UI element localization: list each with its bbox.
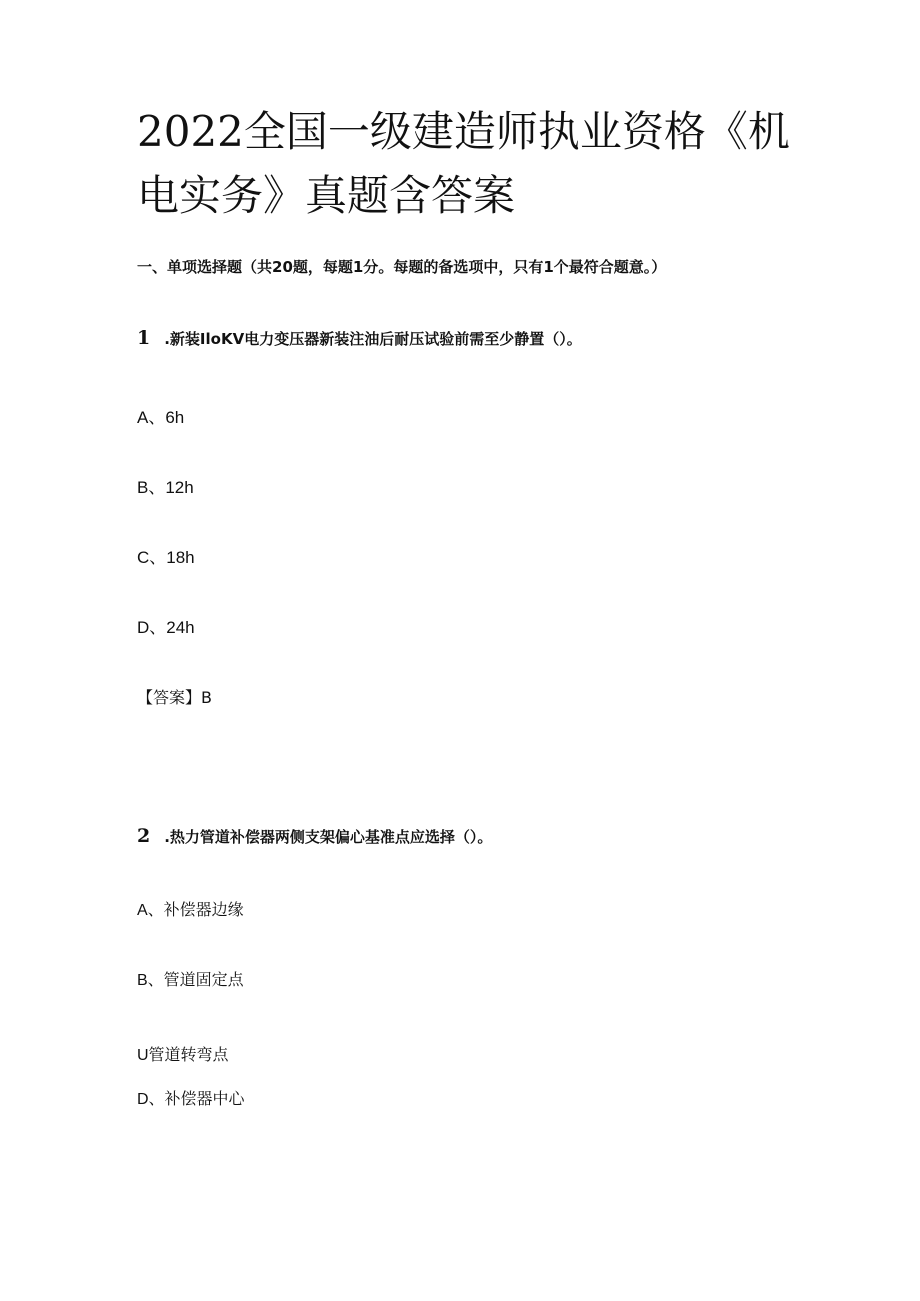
question-2-option-b: B、管道固定点 <box>137 972 244 989</box>
question-1-option-c: C、18h <box>137 548 195 567</box>
question-text: .新装IloKV电力变压器新装注油后耐压试验前需至少静置（）。 <box>164 330 582 348</box>
question-1 <box>137 327 582 349</box>
document-title <box>137 100 797 228</box>
question-2-option-d: D、补偿器中心 <box>137 1091 245 1108</box>
title-line-1: 2022全国一级建造师执业资格《机 <box>137 107 790 156</box>
section-heading: 一、单项选择题（共20题，每题1分。每题的备选项中，只有1个最符合题意。） <box>137 258 667 276</box>
title-line-2: 电实务》真题含答案 <box>137 171 516 220</box>
question-number: 2 <box>137 825 151 847</box>
question-1-answer: 【答案】B <box>137 688 212 707</box>
question-number: 1 <box>137 327 151 349</box>
question-1-option-a: A、6h <box>137 408 185 427</box>
question-2-option-c: U管道转弯点 <box>137 1047 229 1064</box>
question-text: .热力管道补偿器两侧支架偏心基准点应选择（）。 <box>164 828 493 846</box>
question-2 <box>137 825 492 847</box>
question-1-option-d: D、24h <box>137 618 195 637</box>
question-1-option-b: B、12h <box>137 478 194 497</box>
question-2-option-a: A、补偿器边缘 <box>137 902 244 919</box>
